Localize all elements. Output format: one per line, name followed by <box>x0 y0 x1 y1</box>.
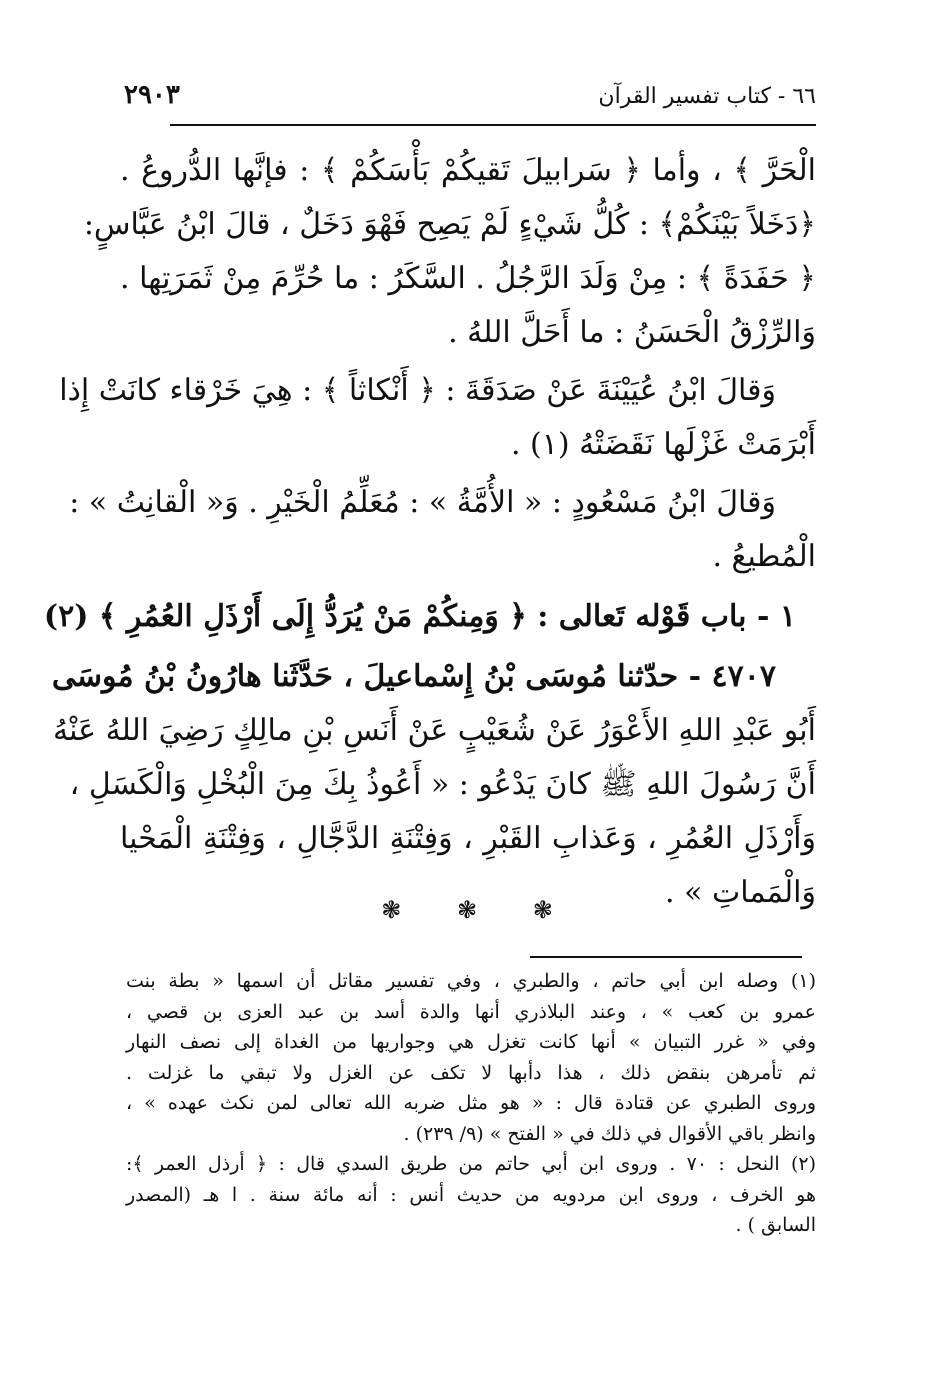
chapter-heading: ١ - باب قَوْله تَعالى : ﴿ وَمِنكُمْ مَنْ يُرَدُّ إِلَى أَرْذَلِ العُمُرِ ﴾ (٢) <box>43 599 796 634</box>
footnote-2 <box>126 1149 816 1241</box>
hadith-4707 <box>51 650 816 920</box>
text-line: وَقالَ ابْنُ عُيَيْنَةَ عَنْ صَدَقَةَ : ﴿ أَنْكاثاً ﴾ : هِيَ خَرْقاء كانَتْ إِذا <box>59 373 776 408</box>
paragraph-nahl-words <box>83 144 816 360</box>
text-line: وَأَرْذَلِ العُمُرِ ، وَعَذابِ القَبْرِ ، وَفِتْنَةِ الدَّجَّالِ ، وَفِتْنَةِ الْمَحْيا <box>120 821 816 856</box>
text-line: الْحَرَّ ﴾ ، وأما ﴿ سَرابيلَ تَقيكُمْ بَأْسَكُمْ ﴾ : فإنَّها الدُّروعُ . <box>120 153 816 188</box>
page-number: ٢٩٠٣ <box>124 80 180 110</box>
text-line: ﴿دَخَلاً بَيْنَكُمْ﴾ : كُلُّ شَيْءٍ لَمْ يَصِح فَهْوَ دَخَلٌ ، قالَ ابْنُ عَبَّاسٍ: <box>83 207 816 242</box>
footnotes <box>126 966 816 1241</box>
main-text <box>43 140 816 920</box>
text-line: ﴿ حَفَدَةً ﴾ : مِنْ وَلَدَ الرَّجُلُ . السَّكَرُ : ما حُرِّمَ مِنْ ثَمَرَتِها . <box>120 261 816 296</box>
text-line: ٤٧٠٧ - حدّثنا مُوسَى بْنُ إِسْماعيلَ ، حَدَّثَنا هارُونُ بْنُ مُوسَى <box>51 659 776 694</box>
footnote-line: وانظر باقي الأقوال في ذلك في « الفتح » (٩/ ٢٣٩) . <box>403 1122 816 1145</box>
footnote-line: هو الخرف ، وروى ابن مردويه من حديث أنس : أنه مائة سنة . ا هـ (المصدر <box>126 1183 816 1206</box>
footnote-line: (٢) النحل : ٧٠ . وروى ابن أبي حاتم من طريق السدي قال : ﴿ أرذل العمر ﴾: <box>126 1153 816 1175</box>
footnote-line: عمرو بن كعب » ، وعند البلاذري أنها والدة أسد بن عبد العزى بن قصي ، <box>126 1000 816 1023</box>
footnote-line: السابق ) . <box>735 1214 816 1236</box>
running-title: ٦٦ - كتاب تفسير القرآن <box>598 84 816 109</box>
section-separator <box>0 896 934 924</box>
paragraph-ibn-masud <box>69 476 816 584</box>
text-line: الْمُطيعُ . <box>712 539 816 574</box>
footnote-line: ثم تأمرهن بنقض ذلك ، هذا دأبها لا تكف عن الغزل ولا تبقي ما غزلت . <box>126 1061 816 1084</box>
star-ornament-icon: ❃ <box>381 896 402 924</box>
text-line: أَبُو عَبْدِ اللهِ الأَعْوَرُ عَنْ شُعَيْبٍ عَنْ أَنَسِ بْنِ مالِكٍ رَضِيَ اللهُ عَنْهُ <box>53 713 816 748</box>
text-line: وَالْمَماتِ » . <box>665 875 816 910</box>
text-line: وَقالَ ابْنُ مَسْعُودٍ : « الأُمَّةُ » : مُعَلِّمُ الْخَيْرِ . وَ« الْقانِتُ » : <box>69 485 776 520</box>
footnote-line: وروى الطبري عن قتادة قال : « هو مثل ضربه الله تعالى لمن نكث عهده » ، <box>126 1092 816 1114</box>
text-line: وَالرِّزْقُ الْحَسَنُ : ما أَحَلَّ اللهُ . <box>448 315 816 350</box>
star-ornament-icon: ❃ <box>532 896 553 924</box>
footnote-1 <box>126 966 816 1149</box>
page-header <box>120 80 816 120</box>
footnote-line: وفي « غرر التبيان » أنها كانت تغزل هي وجواريها من الغداة إلى نصف النهار <box>126 1031 816 1053</box>
text-line: أَبْرَمَتْ غَزْلَها نَقَضَتْهُ (١) . <box>510 427 816 462</box>
header-rule <box>170 124 816 126</box>
text-line: أَنَّ رَسُولَ اللهِ ﷺ كانَ يَدْعُو : « أَعُوذُ بِكَ مِنَ الْبُخْلِ وَالْكَسَلِ ، <box>69 767 816 802</box>
star-ornament-icon: ❃ <box>456 896 478 924</box>
footnote-line: (١) وصله ابن أبي حاتم ، والطبري ، وفي تفسير مقاتل أن اسمها « بطة بنت <box>126 970 816 992</box>
paragraph-ibn-uyaynah <box>59 364 816 472</box>
footnote-rule <box>530 956 802 958</box>
